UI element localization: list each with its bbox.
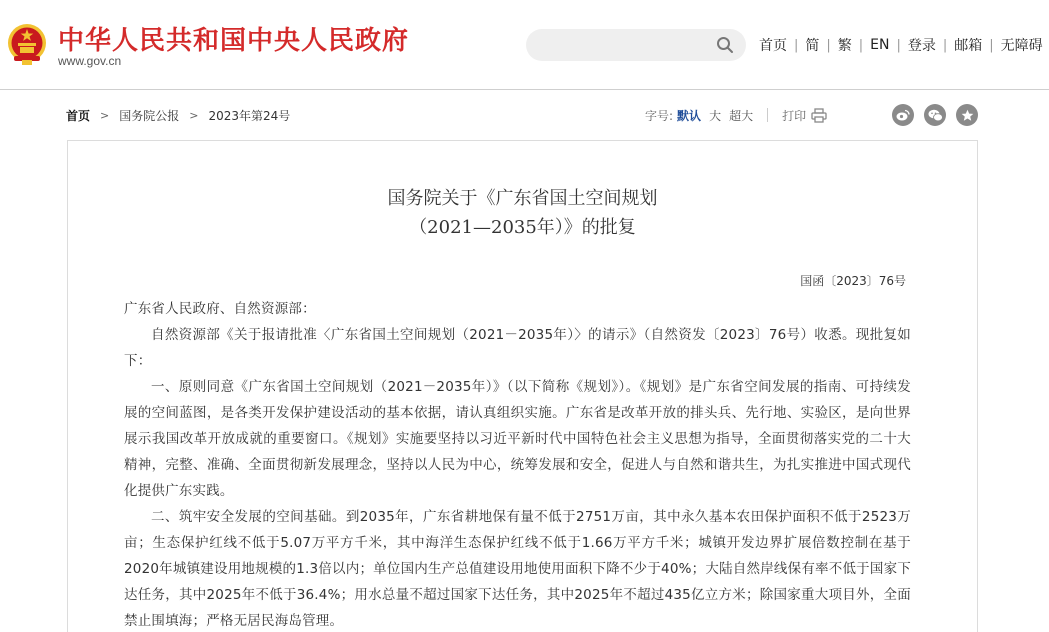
article-title-line1: 国务院关于《广东省国土空间规划 (387, 188, 658, 209)
search-icon[interactable] (716, 36, 734, 54)
weibo-icon[interactable] (892, 104, 914, 126)
share-bar (892, 104, 988, 126)
chevron-right-icon: > (189, 108, 199, 122)
printer-icon (811, 108, 827, 123)
wechat-icon[interactable] (924, 104, 946, 126)
article-title (68, 184, 977, 242)
nav-traditional[interactable]: 繁 (837, 38, 852, 54)
article-title-line2: （2021—2035年）》的批复 (409, 217, 636, 238)
paragraph: 二、筑牢安全发展的空间基础。到2035年，广东省耕地保有量不低于2751万亩，其中永久基本农田保护面积不低于2523万亩；生态保护红线不低于5.07万平方千米，其中海洋生态保护红线不低于1.66万平方千米；城镇开发边界扩展倍数控制在基于2020年城镇建设用地规模的1.3倍以内；单位国内生产总值建设用地使用面积下降不少于40%；大陆自然岸线保有率不低于国家下达任务，其中2025年不低于36.4%；用水总量不超过国家下达任务，其中2025年不超过435亿立方米；除国家重大项目外，全面禁止围填海；严格无居民海岛管理。 (124, 509, 911, 629)
article-body (124, 296, 911, 632)
search-input[interactable] (540, 29, 710, 61)
nav-login[interactable]: 登录 (907, 38, 936, 54)
site-header (0, 0, 1049, 90)
nav-separator: | (858, 37, 864, 53)
font-size-xlarge[interactable]: 超大 (729, 108, 754, 123)
nav-separator: | (794, 37, 799, 53)
salutation: 广东省人民政府、自然资源部： (124, 301, 316, 317)
print-button[interactable] (782, 107, 827, 124)
nav-accessibility[interactable]: 无障碍 (1000, 38, 1043, 54)
chevron-right-icon: > (100, 108, 110, 122)
nav-separator: | (896, 37, 901, 53)
site-title[interactable]: 中华人民共和国中央人民政府 (58, 26, 410, 56)
favorite-icon[interactable] (956, 104, 978, 126)
search-box[interactable] (526, 29, 746, 61)
font-size-label: 字号: (645, 108, 674, 123)
font-size-large[interactable]: 大 (709, 108, 722, 123)
divider (767, 108, 768, 122)
top-nav (752, 35, 1049, 55)
nav-separator: | (989, 37, 994, 53)
font-size-default[interactable]: 默认 (677, 108, 702, 123)
breadcrumb-home[interactable]: 首页 (66, 108, 91, 123)
national-emblem-icon[interactable] (6, 22, 48, 66)
nav-separator: | (942, 37, 948, 53)
nav-simplified[interactable]: 简 (805, 38, 820, 54)
print-label: 打印 (782, 108, 807, 123)
article-panel (67, 140, 978, 632)
site-domain[interactable]: www.gov.cn (58, 54, 122, 68)
nav-separator: | (826, 37, 831, 53)
document-number: 国函〔2023〕76号 (800, 274, 906, 288)
article-tools (645, 104, 827, 126)
nav-mail[interactable]: 邮箱 (954, 38, 983, 54)
paragraph: 一、原则同意《广东省国土空间规划（2021－2035年）》（以下简称《规划》）。《规划》是广东省空间发展的指南、可持续发展的空间蓝图，是各类开发保护建设活动的基本依据，请认真组织实施。广东省是改革开放的排头兵、先行地、实验区，是向世界展示我国改革开放成就的重要窗口。《规划》实施要坚持以习近平新时代中国特色社会主义思想为指导，全面贯彻落实党的二十大精神，完整、准确、全面贯彻新发展理念，坚持以人民为中心，统筹发展和安全，促进人与自然和谐共生，为扎实推进中国式现代化提供广东实践。 (124, 379, 911, 499)
nav-home[interactable]: 首页 (759, 38, 787, 54)
breadcrumb-issue[interactable]: 2023年第24号 (208, 108, 291, 123)
breadcrumb-gazette[interactable]: 国务院公报 (119, 108, 180, 123)
paragraph: 自然资源部《关于报请批准〈广东省国土空间规划（2021－2035年）〉的请示》（自然资发〔2023〕76号）收悉。现批复如下： (124, 327, 911, 369)
breadcrumb (66, 106, 290, 124)
nav-english[interactable]: EN (870, 37, 890, 53)
